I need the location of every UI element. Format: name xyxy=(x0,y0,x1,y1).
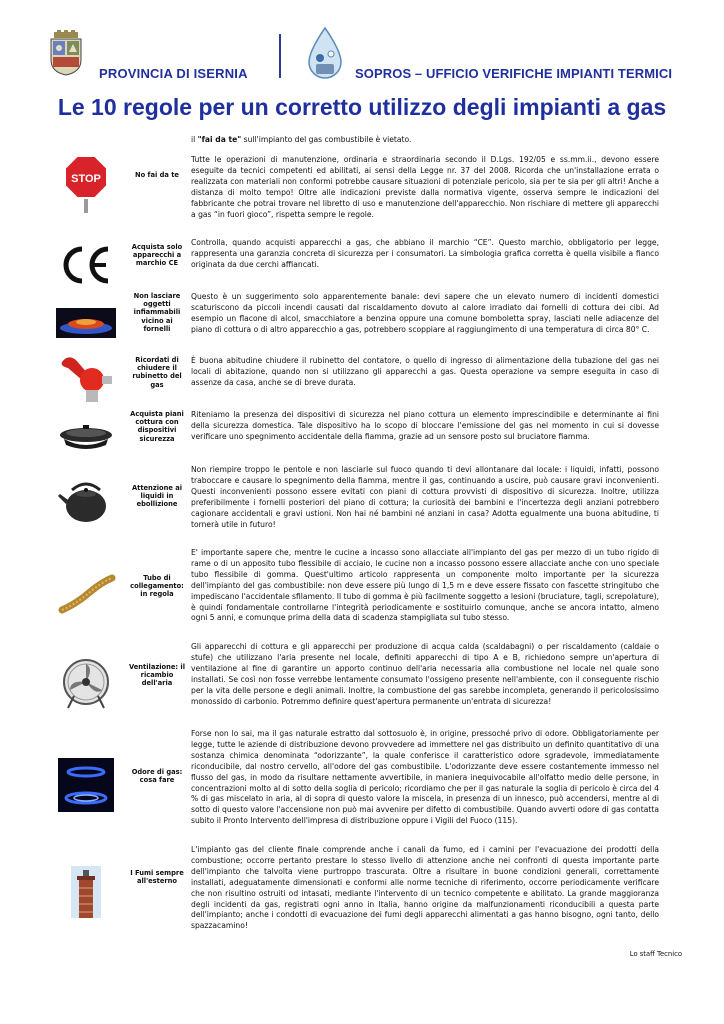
rule-text: Forse non lo sai, ma il gas naturale estratto dal sottosuolo è, in origine, pressoché privo di odore. Obbligatoriamente per legge, tutte le aziende di distribuzione devono provvedere ad immettere nel gas distribuito un definito quantitativo di una sostanza chimica denominata “odorizzante”, la quale conferisce il caratteristico odore sgradevole, immediatamente riconducibile, dal nostro cervello, all'odore del gas combustibile. L'odorizzante deve essere costantemente immesso nel flusso del gas, in modo da risultare nettamente avvertibile, in maniera inequivocabile all'olfatto medio delle persone, in concentrazioni molto al di sotto della soglia di pericolo; ricordiamo che per il gas naturale la soglia di pericolo è circa del 4 % di gas miscelato in aria, al di sopra di questo valore la miscela, in presenza di un innesco, può accendersi, mentre al di sotto di questo valore l'accensione non può mai avvenire per difetto di combustibile. Quando avverti odore di gas contatta subito il Pronto Intervento dell'impresa di distribuzione oppure i Vigili del Fuoco (115). xyxy=(191,729,659,826)
rule-text: L'impianto gas del cliente finale comprende anche i canali da fumo, ed i camini per l'evacuazione dei prodotti della combustione; occorre pertanto prestare lo stesso livello di attenzione anche nei confronti di questa importante parte dell'impianto che talvolta viene purtroppo trascurata. Oltre a risultare in buone condizioni generali, correttamente installati, adeguatamente dimensionati e conformi alle norme tecniche di riferimento, occorre periodicamente verificare che non risultino ostruiti od intasati, mediante l'intervento di un tecnico competente e abilitato. La grande maggioranza degli incidenti da gas, registrati ogni anno in Italia, hanno origine da malfunzionamenti riconducibili a questa parte dell'impianto; anche i condotti di evacuazione dei fumi degli apparecchi alimentati a gas hanno bisogno, ogni tanto, dello spazzacamino! xyxy=(191,845,659,931)
rule-text: E' importante sapere che, mentre le cucine a incasso sono allacciate all'impianto del gas per mezzo di un tubo rigido di rame o di un apposito tubo flessibile di acciaio, le cucine non a incasso possono essere allacciate anche con uno speciale tubo flessibile di gomma. Quest'ultimo articolo rappresenta un componente molto importante per la sicurezza dell'impianto del gas combustibile: non deve essere più lungo di 1,5 m e deve essere fissato con fascette stringitubo che impediscano l'accidentale sfilamento. Il tubo di gomma è più facilmente soggetto a lesioni (bruciature, tagli, screpolature), è quindi fondamentale controllarne l'integrità periodicamente e sostituirlo comunque, anche se ancora intatto, almeno ogni 5 anni, e comunque prima della data di scadenza stampigliata sul tubo stesso. xyxy=(191,548,659,623)
burner-flame-icon xyxy=(50,758,122,812)
rule-text: È buona abitudine chiudere il rubinetto del contatore, o quello di ingresso di alimentazione della tubazione del gas nei locali di abitazione, quando non si utilizzano gli apparecchi a gas. Questa operazione va sempre eseguita in caso di assenze da casa, anche se di breve durata. xyxy=(191,356,659,387)
rule-text: Questo è un suggerimento solo apparentemente banale: devi sapere che un elevato numero di incidenti domestici scaturiscono da piccoli incendi causati dal riscaldamento dovuto al calore irradiato dai fornelli di cottura dei cibi. Ad esempio un flacone di alcol, smacchiatore a benzina oppure una comune bomboletta spray, lasciati nelle adiacenze del piano di cottura o di altro apparecchio a gas, potrebbero scoppiare al raggiungimento di una temperatura di circa 80° C. xyxy=(191,292,659,334)
rule-text: Non riempire troppo le pentole e non lasciarle sul fuoco quando ti devi allontanare dal locale: i liquidi, infatti, possono traboccare e causare lo spegnimento della fiamma, mentre il gas, continuando a uscire, può causare gravi inconvenienti. Questi inconvenienti possono essere evitati con piani di cottura provvisti di dispositivo di sicurezza. Inoltre, utilizza preferibilmente i fornelli posteriori del piano di cottura; la curiosità dei bambini e l'incertezza degli anziani potrebbero cagionare accidentali e gravi ustioni. Non hai né bambini né anziani in casa? Adotta egualmente una buona abitudine, ti tornerà utile in futuro! xyxy=(191,465,659,529)
flexible-hose-icon xyxy=(50,574,122,614)
rule-label: Acquista solo apparecchi a marchio CE xyxy=(131,243,183,268)
intro-emphasis: "fai da te" xyxy=(197,135,242,144)
province-crest-icon xyxy=(48,30,84,76)
kettle-icon xyxy=(50,476,122,526)
province-name: PROVINCIA DI ISERNIA xyxy=(99,66,248,81)
rule-label: Odore di gas: cosa fare xyxy=(131,768,183,785)
office-name: SOPROS – UFFICIO VERIFICHE IMPIANTI TERMICI xyxy=(355,66,673,81)
footer-signature: Lo staff Tecnico xyxy=(629,950,682,958)
gas-valve-icon xyxy=(50,352,122,404)
pan-icon xyxy=(50,420,122,456)
rule-text: Tutte le operazioni di manutenzione, ordinaria e straordinaria secondo il D.Lgs. 192/05 e ss.mm.ii., devono essere eseguite da tecnici competenti ed abilitati, ai sensi della Legge nr. 37 del 2008. Ricorda che un'installazione errata o realizzata con materiali non conformi potrebbe causare situazioni di potenziale pericolo, sia per te sia per gli altri! Anche a distanza di molto tempo! Oltre alle indicazioni previste dalla normativa vigente, osserva sempre le indicazioni del fabbricante che potrai trovare nel libretto di uso e manutenzione dell'apparecchio. Non rischiare di mettere gli apparecchi a gas “in fuori gioco”, rispetta sempre le regole. xyxy=(191,155,659,219)
rule-label: Ricordati di chiudere il rubinetto del gas xyxy=(132,356,182,389)
rule-text: Riteniamo la presenza dei dispositivi di sicurezza nel piano cottura un elemento imprescindibile e determinante ai fini della sicurezza domestica. Tale dispositivo ha lo scopo di bloccare l'emissione del gas nel momento in cui si dovesse verificare uno spegnimento accidentale della fiamma, grazie ad un sensore posto sul bruciatore fiamma. xyxy=(191,410,659,441)
gas-flame-icon xyxy=(50,304,122,342)
intro-suffix: sull'impianto del gas combustibile è vietato. xyxy=(241,135,412,144)
page-header xyxy=(0,0,724,90)
intro-prefix: il xyxy=(191,135,198,144)
ce-mark-icon xyxy=(50,242,122,288)
page-title: Le 10 regole per un corretto utilizzo degli impianti a gas xyxy=(57,94,667,120)
chimney-icon xyxy=(50,866,122,918)
rule-label: I Fumi sempre all'esterno xyxy=(130,869,184,886)
fan-icon xyxy=(50,656,122,712)
rule-text: Controlla, quando acquisti apparecchi a gas, che abbiano il marchio “CE”. Questo marchio, obbligatorio per legge, rappresenta una garanzia concreta di sicurezza per i consumatori. La simbologia grafica corretta è quella visibile a fianco originata da due cerchi affiancati. xyxy=(191,238,659,269)
svg-text:STOP: STOP xyxy=(71,173,101,185)
sopros-logo-icon xyxy=(305,26,345,80)
rule-text: Gli apparecchi di cottura e gli apparecchi per produzione di acqua calda (scaldabagni) o per riscaldamento (caldaie o stufe) che utilizzano l'aria presente nel locale, definiti apparecchi di tipo A e B, richiedono sempre un'apertura di ventilazione al fine di garantire un apporto continuo dell'aria necessaria alla combustione nel locale nel quale sono installati. Se così non fosse verrebbe lentamente consumato l'ossigeno presente nell'ambiente, con il conseguente rischio per la vita delle persone e degli animali. Inoltre, la combustione del gas sarebbe incompleta, generando il pericolosissimo monossido di carbonio. Potremmo definire quest'apertura permanente un'entrata di sicurezza! xyxy=(191,642,659,706)
intro-line xyxy=(191,135,411,144)
rule-label: Acquista piani cottura con dispositivi sicurezza xyxy=(130,410,184,443)
rule-label: Attenzione ai liquidi in ebollizione xyxy=(131,484,183,509)
stop-sign-icon xyxy=(50,155,122,213)
rule-label: Non lasciare oggetti infiammabili vicino ai fornelli xyxy=(133,292,181,333)
rule-label: No fai da te xyxy=(135,171,179,179)
header-divider xyxy=(279,34,281,78)
rule-label: Ventilazione: il ricambio dell'aria xyxy=(128,663,186,688)
rule-label: Tubo di collegamento: in regola xyxy=(130,574,184,599)
